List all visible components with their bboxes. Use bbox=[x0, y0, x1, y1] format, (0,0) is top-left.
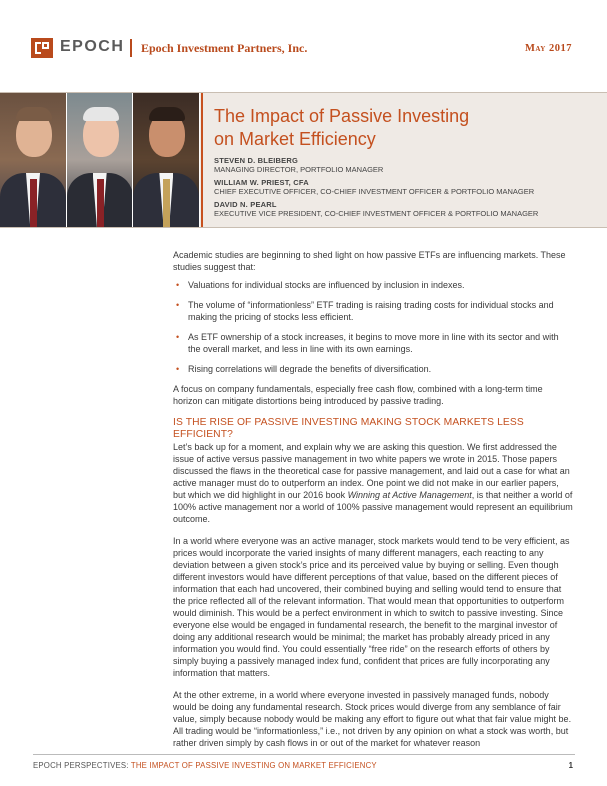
author-photo-3 bbox=[133, 93, 200, 227]
summary-paragraph: A focus on company fundamentals, especially free cash flow, combined with a long-term time horizon can mitigate distortions being introduced by passive trading. bbox=[173, 384, 543, 406]
title-line-2: on Market Efficiency bbox=[214, 129, 376, 149]
footer-label: EPOCH PERSPECTIVES: bbox=[33, 761, 129, 770]
author-photo-2 bbox=[67, 93, 134, 227]
section-heading: IS THE RISE OF PASSIVE INVESTING MAKING STOCK MARKETS LESS EFFICIENT? bbox=[173, 417, 524, 440]
book-title: Winning at Active Management bbox=[347, 490, 472, 500]
bullet-icon: • bbox=[176, 332, 180, 342]
author-name: WILLIAM W. PRIEST, CFA bbox=[214, 178, 309, 187]
list-item: • As ETF ownership of a stock increases, it begins to move more in line with its sector and with the overall market, and less in line with its own earnings. bbox=[176, 332, 559, 354]
author-photos bbox=[0, 93, 200, 227]
footer-divider bbox=[33, 754, 575, 755]
title-banner bbox=[0, 92, 607, 228]
banner-accent-rule bbox=[201, 93, 203, 227]
author-name: STEVEN D. BLEIBERG bbox=[214, 156, 299, 165]
bullet-icon: • bbox=[176, 280, 180, 290]
document-title bbox=[214, 105, 469, 151]
body-paragraph-1: Let’s back up for a moment, and explain why we are asking this question. We first addressed the issue of active versus passive management in two white papers we wrote in 2015. Those papers discussed the flaws in the theoretical case for passive management, and laid out a case for what an active manager must do to outperform an index. One point we did not make in our earlier papers, but which we did highlight in our 2016 book Winning at Active Management, is that neither a world of 100% active management nor a world of 100% passive management would represent an equilibrium outcome. bbox=[173, 442, 573, 524]
firm-name: Epoch Investment Partners, Inc. bbox=[141, 41, 308, 55]
header-divider bbox=[130, 39, 132, 57]
author-photo-1 bbox=[0, 93, 67, 227]
key-findings-list bbox=[173, 279, 573, 375]
body-paragraph-2: In a world where everyone was an active manager, stock markets would tend to be very efficient, as prices would incorporate the varied insights of many different managers, each reacting to any deviation between a given stock’s price and its perceived value by buying or selling. Even though different investors would have different perceptions of that value, based on the different pieces of information that each had uncovered, their combined buying and selling would tend to ensure that the price reflected all of the relevant information. That would mean that opportunities to outperform would diminish. This would be a perfect environment in which to switch to passive investing. Since everyone else would be engaged in fundamental research, the benefit to the marginal investor of doing any additional research would be minimal; the market has probably already priced in any information you would find. You could essentially “free ride” on the research efforts of others by simply buying a passively managed index fund, confident that prices are fully incorporating any information that matters. bbox=[173, 536, 570, 678]
list-item: • Valuations for individual stocks are influenced by inclusion in indexes. bbox=[176, 280, 465, 290]
author-name: DAVID N. PEARL bbox=[214, 200, 277, 209]
list-item: • The volume of “informationless” ETF trading is raising trading costs for individual stocks and making the pricing of stocks less efficient. bbox=[176, 300, 554, 322]
author-role: CHIEF EXECUTIVE OFFICER, CO-CHIEF INVESTMENT OFFICER & PORTFOLIO MANAGER bbox=[214, 187, 535, 196]
epoch-logo-icon bbox=[31, 38, 53, 58]
body-paragraph-3: At the other extreme, in a world where everyone invested in passively managed funds, nobody would be doing any fundamental research. Stock prices would diverge from any semblance of fair value, simply because nobody would be making any effort to figure out what that fair value might be. All trading would be “informationless,” i.e., not driven by any opinion on what a stock was worth, but rather driven simply by cash flows in or out of the market for whatever reason bbox=[173, 690, 572, 748]
logo-wordmark: EPOCH bbox=[60, 38, 125, 55]
page-footer bbox=[33, 761, 377, 770]
footer-title: THE IMPACT OF PASSIVE INVESTING ON MARKET EFFICIENCY bbox=[130, 761, 377, 770]
page-header bbox=[0, 0, 607, 92]
page-number: 1 bbox=[568, 761, 573, 770]
publication-date: May 2017 bbox=[524, 43, 572, 54]
author-role: MANAGING DIRECTOR, PORTFOLIO MANAGER bbox=[214, 165, 384, 174]
article-body bbox=[173, 249, 573, 749]
intro-paragraph: Academic studies are beginning to shed light on how passive ETFs are influencing markets. These studies suggest that: bbox=[173, 250, 566, 272]
bullet-icon: • bbox=[176, 300, 180, 310]
author-role: EXECUTIVE VICE PRESIDENT, CO-CHIEF INVESTMENT OFFICER & PORTFOLIO MANAGER bbox=[214, 209, 539, 218]
author-list bbox=[214, 156, 538, 222]
list-item: • Rising correlations will degrade the benefits of diversification. bbox=[176, 364, 432, 374]
title-line-1: The Impact of Passive Investing bbox=[214, 106, 470, 126]
bullet-icon: • bbox=[176, 364, 180, 374]
